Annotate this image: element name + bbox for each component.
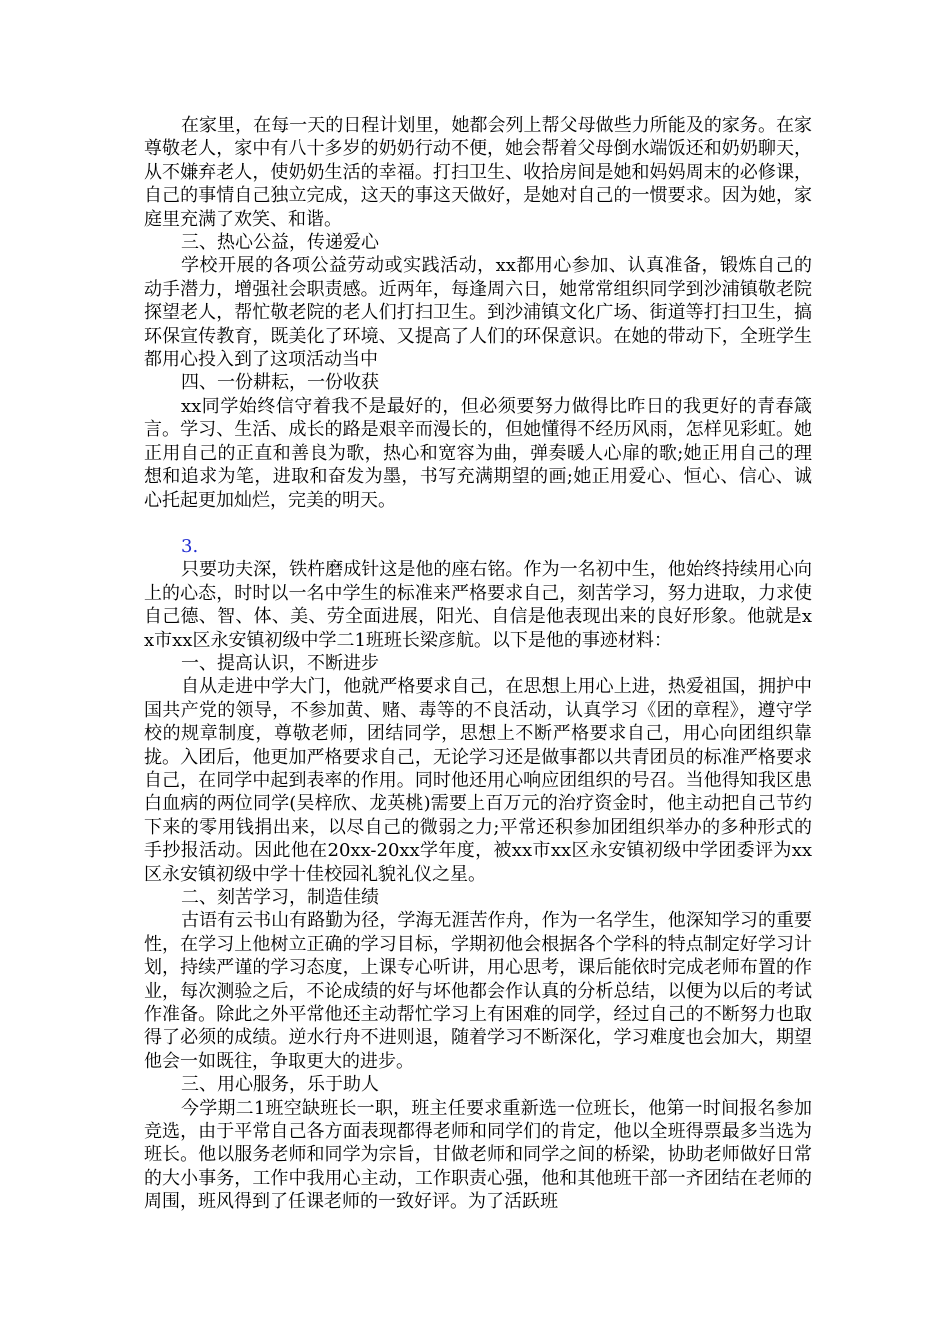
blank-line: [144, 512, 812, 535]
paragraph-household: 在家里，在每一天的日程计划里，她都会列上帮父母做些力所能及的家务。在家尊敬老人，家中有八十多岁的奶奶行动不便，她会帮着父母倒水端饭还和奶奶聊天，从不嫌弃老人，使奶奶生活的幸福。打扫卫生、收拾房间是她和妈妈周末的必修课，自己的事情自己独立完成，这天的事这天做好，是她对自己的一惯要求。因为她，家庭里充满了欢笑、和谐。: [144, 115, 812, 230]
paragraph-study: 古语有云书山有路勤为径，学海无涯苦作舟，作为一名学生，他深知学习的重要性，在学习上他树立正确的学习目标，学期初他会根据各个学科的特点制定好学习计划，持续严谨的学习态度，上课专心听讲，用心思考，课后能依时完成老师布置的作业，每次测验之后，不论成绩的好与坏他都会作认真的分析总结，以便为以后的考试作准备。除此之外平常他还主动帮忙学习上有困难的同学，经过自己的不断努力也取得了必须的成绩。逆水行舟不进则退，随着学习不断深化，学习难度也会加大，期望他会一如既往，争取更大的进步。: [144, 910, 812, 1072]
heading-public-welfare: 三、热心公益，传递爱心: [181, 232, 379, 254]
paragraph-awareness: 自从走进中学大门，他就严格要求自己，在思想上用心上进，热爱祖国，拥护中国共产党的领导，不参加黄、赌、毒等的不良活动，认真学习《团的章程》，遵守学校的规章制度，尊敬老师，团结同学，思想上不断严格要求自己，用心向团组织靠拢。入团后，他更加严格要求自己，无论学习还是做事都以共青团员的标准严格要求自己，在同学中起到表率的作用。同时他还用心响应团组织的号召。当他得知我区患白血病的两位同学(吴梓欣、龙英桃)需要上百万元的治疗资金时，他主动把自己节约下来的零用钱捐出来，以尽自己的微弱之力;平常还积参加团组织举办的多种形式的手抄报活动。因此他在20xx-20xx学年度，被xx市xx区永安镇初级中学团委评为xx区永安镇初级中学十佳校园礼貌礼仪之星。: [144, 676, 812, 885]
paragraph-service: 今学期二1班空缺班长一职，班主任要求重新选一位班长，他第一时间报名参加竞选，由于平常自己各方面表现都得老师和同学们的肯定，他以全班得票最多当选为班长。他以服务老师和同学为宗旨，甘做老师和同学之间的桥梁，协助老师做好日常的大小事务，工作中我用心主动，工作职责心强，他和其他班干部一齐团结在老师的周围，班风得到了任课老师的一致好评。为了活跃班: [144, 1097, 812, 1213]
heading-harvest: 四、一份耕耘，一份收获: [181, 372, 379, 394]
heading-awareness: 一、提高认识，不断进步: [181, 652, 379, 674]
paragraph-harvest: xx同学始终信守着我不是最好的，但必须要努力做得比昨日的我更好的青春箴言。学习、生活、成长的路是艰辛而漫长的，但她懂得不经历风雨，怎样见彩虹。她正用自己的正直和善良为歌，热心和宽容为曲，弹奏暖人心扉的歌;她正用自己的理想和追求为笔，进取和奋发为墨，书写充满期望的画;她正用爱心、恒心、信心、诚心托起更加灿烂，完美的明天。: [144, 395, 812, 511]
heading-study: 二、刻苦学习，制造佳绩: [181, 887, 379, 908]
paragraph-intro: 只要功夫深，铁杵磨成针这是他的座右铭。作为一名初中生，他始终持续用心向上的心态，时时以一名中学生的标准来严格要求自己，刻苦学习，努力进取，力求使自己德、智、体、美、劳全面进展，阳光、自信是他表现出来的良好形象。他就是xx市xx区永安镇初级中学二1班班长梁彦航。以下是他的事迹材料：: [144, 559, 812, 651]
document-page: [144, 114, 812, 1214]
paragraph-public-welfare: 学校开展的各项公益劳动或实践活动，xx都用心参加、认真准备，锻炼自己的动手潜力，增强社会职责感。近两年，每逢周六日，她常常组织同学到沙浦镇敬老院探望老人，帮忙敬老院的老人们打扫卫生。到沙浦镇文化广场、街道等打扫卫生，搞环保宣传教育，既美化了环境、又提高了人们的环保意识。在她的带动下，全班学生都用心投入到了这项活动当中: [144, 255, 812, 371]
section-number: 3.: [181, 535, 199, 557]
heading-service: 三、用心服务，乐于助人: [181, 1074, 379, 1096]
